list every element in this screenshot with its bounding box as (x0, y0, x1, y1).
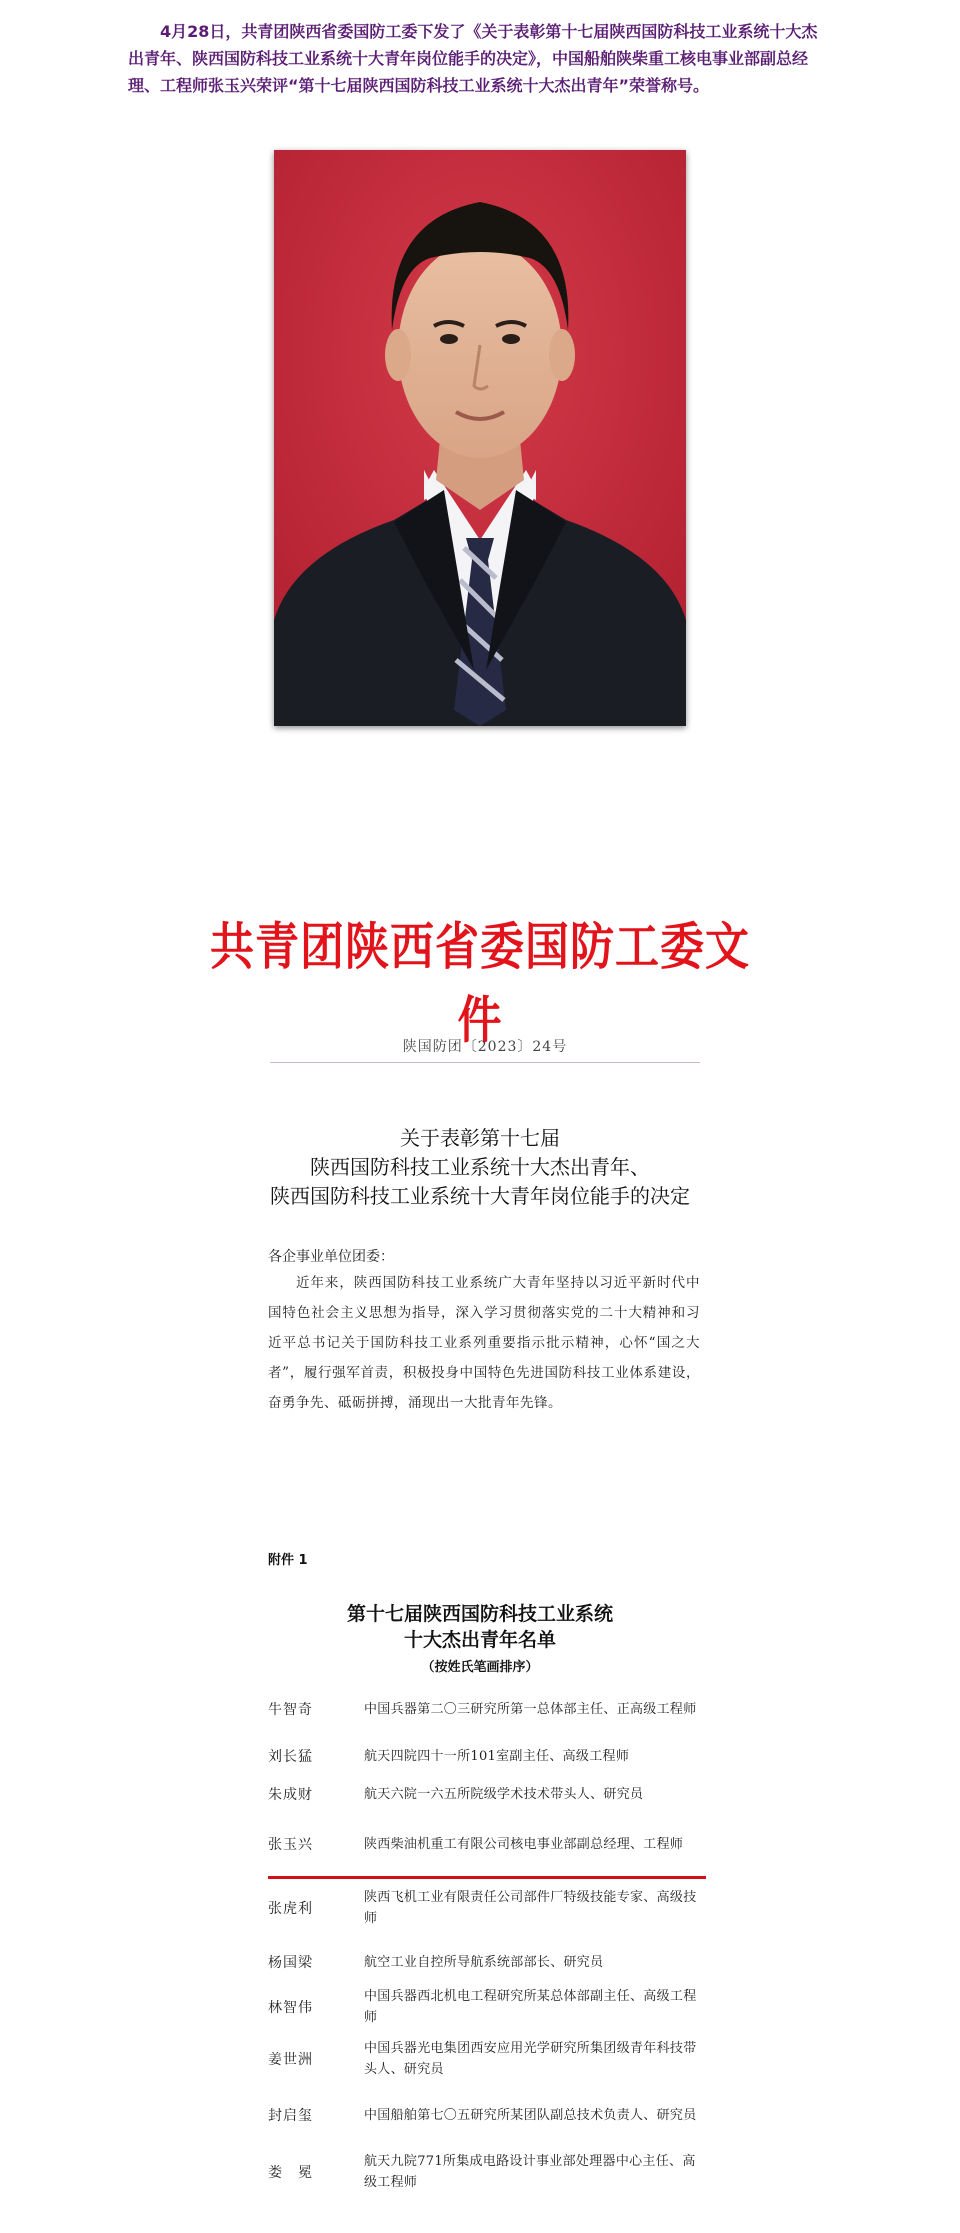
header-divider (270, 1062, 700, 1063)
document-number: 陕国防团〔2023〕24号 (402, 1039, 568, 1055)
highlight-underline (268, 1876, 706, 1879)
decision-title-line: 陕西国防科技工业系统十大杰出青年、 (310, 1155, 650, 1179)
decision-title-line: 关于表彰第十七届 (400, 1126, 560, 1150)
list-title-line: 第十七届陕西国防科技工业系统 (346, 1603, 613, 1625)
honoree-name: 娄 冕 (268, 2165, 313, 2181)
document-header: 共青团陕西省委国防工委文件 (210, 918, 750, 1051)
portrait-photo (274, 150, 686, 726)
decision-body: 近年来，陕西国防科技工业系统广大青年坚持以习近平新时代中国特色社会主义思想为指导，深入学习贯彻落实党的二十大精神和习近平总书记关于国防科技工业系列重要指示批示精神，心怀“国之大者”，履行强军首责，积极投身中国特色先进国防科技工业体系建设，奋勇争先、砥砺拼搏，涌现出一大批青年先锋。 (268, 1275, 700, 1411)
list-item (268, 1680, 708, 1738)
list-item (268, 1738, 708, 1774)
intro-paragraph: 4月28日，共青团陕西省委国防工委下发了《关于表彰第十七届陕西国防科技工业系统十大杰出青年、陕西国防科技工业系统十大青年岗位能手的决定》，中国船舶陕柴重工核电事业部副总经理、工程师张玉兴荣评“第十七届陕西国防科技工业系统十大杰出青年”荣誉称号。 (128, 22, 818, 95)
list-item (268, 1982, 708, 2032)
list-title-line: 十大杰出青年名单 (403, 1629, 556, 1651)
honoree-name: 林智伟 (268, 2000, 313, 2016)
decision-title-line: 陕西国防科技工业系统十大青年岗位能手的决定 (270, 1184, 690, 1208)
honoree-role: 陕西柴油机重工有限公司核电事业部副总经理、工程师 (364, 1836, 684, 1852)
honoree-role: 中国兵器第二〇三研究所第一总体部主任、正高级工程师 (364, 1701, 697, 1717)
honoree-role: 航空工业自控所导航系统部部长、研究员 (364, 1954, 604, 1970)
honoree-role: 中国船舶第七〇五研究所某团队副总技术负责人、研究员 (364, 2107, 697, 2123)
list-item (268, 1942, 708, 1982)
list-item (268, 2032, 708, 2086)
honoree-name: 张虎利 (268, 1901, 313, 1917)
decision-title (230, 1124, 730, 1211)
honoree-name: 牛智奇 (268, 1702, 313, 1718)
list-item (268, 2144, 708, 2200)
honoree-role: 航天四院四十一所101室副主任、高级工程师 (364, 1748, 630, 1764)
list-item (268, 2086, 708, 2144)
honoree-role: 中国兵器西北机电工程研究所某总体部副主任、高级工程师 (364, 1989, 697, 2025)
honoree-name: 封启玺 (268, 2108, 313, 2124)
attachment-label: 附件 1 (268, 1553, 308, 1568)
honoree-role: 中国兵器光电集团西安应用光学研究所集团级青年科技带头人、研究员 (364, 2041, 697, 2077)
list-subtitle: （按姓氏笔画排序） (421, 1660, 539, 1675)
salutation: 各企事业单位团委： (268, 1249, 394, 1265)
list-item (268, 1874, 708, 1942)
honoree-list (268, 1680, 708, 2200)
honoree-name: 姜世洲 (268, 2052, 313, 2068)
list-item (268, 1774, 708, 1814)
honoree-name: 杨国梁 (268, 1955, 313, 1971)
list-title (230, 1601, 730, 1653)
honoree-role: 航天六院一六五所院级学术技术带头人、研究员 (364, 1786, 644, 1802)
honoree-role: 陕西飞机工业有限责任公司部件厂特级技能专家、高级技师 (364, 1890, 697, 1926)
honoree-name: 刘长猛 (268, 1749, 313, 1765)
honoree-name: 张玉兴 (268, 1837, 313, 1853)
honoree-name: 朱成财 (268, 1787, 313, 1803)
honoree-role: 航天九院771所集成电路设计事业部处理器中心主任、高级工程师 (364, 2154, 696, 2190)
list-item (268, 1814, 708, 1874)
